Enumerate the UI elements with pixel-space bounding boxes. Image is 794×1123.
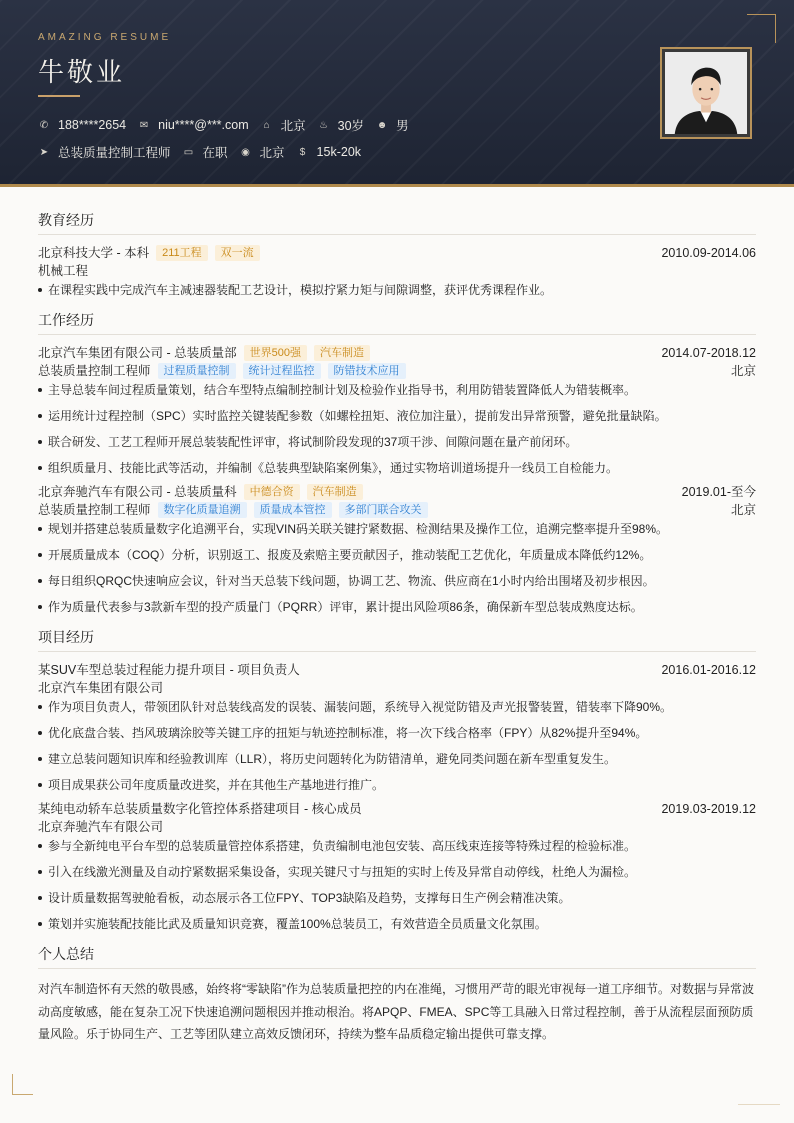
skill-tag: 过程质量控制 bbox=[158, 363, 236, 379]
education-school-group bbox=[38, 244, 260, 262]
education-bullets bbox=[38, 282, 756, 298]
header-divider bbox=[0, 184, 794, 187]
skill-tag: 多部门联合攻关 bbox=[339, 502, 428, 518]
project-item bbox=[38, 800, 756, 932]
company-group bbox=[38, 344, 370, 362]
target-position-item bbox=[38, 143, 171, 161]
company-name: 北京汽车集团有限公司 - 总装质量部 bbox=[38, 346, 237, 360]
summary-section bbox=[38, 944, 756, 1046]
list-item: 联合研发、工艺工程师开展总装装配性评审，将试制阶段发现的37项干涉、间隙问题在量产前闭环。 bbox=[38, 434, 756, 450]
project-date: 2019.03-2019.12 bbox=[661, 802, 756, 816]
age-text: 30岁 bbox=[337, 119, 365, 133]
status-icon: ▭ bbox=[183, 146, 194, 158]
work-city: 北京 bbox=[730, 503, 756, 517]
section-title-projects: 项目经历 bbox=[38, 627, 756, 652]
footer-line bbox=[738, 1104, 780, 1105]
role-group bbox=[38, 362, 406, 380]
list-item: 作为质量代表参与3款新车型的投产质量门（PQRR）评审，累计提出风险项86条，确保新车型总装成熟度达标。 bbox=[38, 599, 756, 615]
target-position-text: 总装质量控制工程师 bbox=[58, 146, 171, 160]
company-tag: 中德合资 bbox=[244, 484, 300, 500]
education-row bbox=[38, 244, 756, 262]
phone-item bbox=[38, 118, 126, 132]
job-intent-row bbox=[38, 143, 373, 161]
work-item bbox=[38, 483, 756, 615]
list-item: 引入在线激光测量及自动拧紧数据采集设备，实现关键尺寸与扭矩的实时上传及异常自动停线，杜绝人为漏检。 bbox=[38, 864, 756, 880]
project-header-row bbox=[38, 661, 756, 679]
contact-row bbox=[38, 116, 421, 134]
work-bullets bbox=[38, 382, 756, 476]
gender-item bbox=[376, 116, 409, 134]
list-item: 策划并实施装配技能比武及质量知识竞赛，覆盖100%总装员工，有效营造全员质量文化氛围。 bbox=[38, 916, 756, 932]
phone-text: 188****2654 bbox=[58, 118, 127, 132]
target-city-item bbox=[240, 143, 285, 161]
school-tag: 双一流 bbox=[215, 245, 260, 261]
list-item: 组织质量月、技能比武等活动，并编制《总装典型缺陷案例集》，通过实物培训道场提升一线员工自检能力。 bbox=[38, 460, 756, 476]
skill-tag: 防错技术应用 bbox=[328, 363, 406, 379]
skill-tag: 统计过程监控 bbox=[243, 363, 321, 379]
work-role-row bbox=[38, 362, 756, 380]
list-item: 运用统计过程控制（SPC）实时监控关键装配参数（如螺栓扭矩、液位加注量），提前发出异常预警，避免批量缺陷。 bbox=[38, 408, 756, 424]
location-icon: ◉ bbox=[241, 146, 250, 158]
education-section bbox=[38, 210, 756, 298]
status-text: 在职 bbox=[202, 146, 228, 160]
photo-frame bbox=[660, 47, 752, 139]
role-name: 总装质量控制工程师 bbox=[38, 503, 151, 517]
list-item: 建立总装问题知识库和经验教训库（LLR），将历史问题转化为防错清单，避免同类问题在新车型重复发生。 bbox=[38, 751, 756, 767]
city-text: 北京 bbox=[280, 119, 306, 133]
company-tag: 世界500强 bbox=[244, 345, 307, 361]
summary-text: 对汽车制造怀有天然的敬畏感，始终将“零缺陷”作为总装质量把控的内在准绳，习惯用严苛的眼光审视每一道工序细节。对数据与异常波动高度敏感，能在复杂工况下快速追溯问题根因并推动根治。将APQP、FMEA、SPC等工具融入日常过程控制，善于从流程层面预防质量风险。乐于协同生产、工艺等团队建立高效反馈闭环，持续为整车品质稳定输出提供可靠支撑。 bbox=[38, 982, 754, 1041]
skill-tag: 质量成本管控 bbox=[254, 502, 332, 518]
work-company-row bbox=[38, 483, 756, 501]
section-title-education: 教育经历 bbox=[38, 210, 756, 235]
list-item: 在课程实践中完成汽车主减速器装配工艺设计，模拟拧紧力矩与间隙调整，获评优秀课程作业。 bbox=[38, 282, 756, 298]
list-item: 设计质量数据驾驶舱看板，动态展示各工位FPY、TOP3缺陷及趋势，支撑每日生产例会精准决策。 bbox=[38, 890, 756, 906]
project-header-row bbox=[38, 800, 756, 818]
list-item: 项目成果获公司年度质量改进奖，并在其他生产基地进行推广。 bbox=[38, 777, 756, 793]
salary-text: 15k-20k bbox=[316, 145, 362, 159]
project-name: 某SUV车型总装过程能力提升项目 - 项目负责人 bbox=[38, 663, 300, 677]
list-item: 作为项目负责人，带领团队针对总装线高发的误装、漏装问题，系统导入视觉防错及声光报警装置，错装率下降90%。 bbox=[38, 699, 756, 715]
send-icon: ➤ bbox=[39, 146, 49, 158]
resume-header bbox=[0, 0, 794, 184]
mail-icon: ✉ bbox=[139, 119, 149, 131]
project-section bbox=[38, 627, 756, 932]
skill-tag: 数字化质量追溯 bbox=[158, 502, 247, 518]
company-tag: 汽车制造 bbox=[314, 345, 370, 361]
school-tag: 211工程 bbox=[156, 245, 208, 261]
email-item bbox=[138, 118, 249, 132]
project-item bbox=[38, 661, 756, 793]
company-name: 北京奔驰汽车有限公司 - 总装质量科 bbox=[38, 485, 237, 499]
salary-item bbox=[297, 145, 361, 159]
status-item bbox=[183, 143, 228, 161]
project-date: 2016.01-2016.12 bbox=[661, 663, 756, 677]
phone-icon: ✆ bbox=[39, 119, 49, 131]
candidate-name: 牛敬业 bbox=[38, 57, 126, 87]
work-date: 2014.07-2018.12 bbox=[661, 346, 756, 360]
project-bullets bbox=[38, 699, 756, 793]
work-city: 北京 bbox=[730, 364, 756, 378]
major-name: 机械工程 bbox=[38, 264, 89, 278]
avatar bbox=[665, 52, 747, 134]
list-item: 优化底盘合装、挡风玻璃涂胶等关键工序的扭矩与轨迹控制标准，将一次下线合格率（FPY）从82%提升至94%。 bbox=[38, 725, 756, 741]
education-date: 2010.09-2014.06 bbox=[661, 246, 756, 260]
section-title-summary: 个人总结 bbox=[38, 944, 756, 969]
email-text: niu****@***.com bbox=[158, 118, 249, 132]
corner-decoration bbox=[12, 1074, 33, 1095]
resume-body bbox=[38, 210, 756, 1058]
list-item: 参与全新纯电平台车型的总装质量管控体系搭建，负责编制电池包安装、高压线束连接等特殊过程的检验标准。 bbox=[38, 838, 756, 854]
age-item bbox=[318, 116, 364, 134]
list-item: 主导总装车间过程质量策划，结合车型特点编制控制计划及检验作业指导书，利用防错装置降低人为错装概率。 bbox=[38, 382, 756, 398]
section-title-work: 工作经历 bbox=[38, 310, 756, 335]
brand-label: AMAZING RESUME bbox=[38, 32, 172, 43]
cake-icon: ♨ bbox=[319, 119, 329, 131]
gender-icon: ☻ bbox=[376, 119, 388, 131]
company-group bbox=[38, 483, 363, 501]
work-item bbox=[38, 344, 756, 476]
project-org: 北京奔驰汽车有限公司 bbox=[38, 820, 164, 834]
city-item bbox=[261, 116, 306, 134]
work-section bbox=[38, 310, 756, 615]
work-bullets bbox=[38, 521, 756, 615]
target-city-text: 北京 bbox=[259, 146, 285, 160]
company-tag: 汽车制造 bbox=[307, 484, 363, 500]
work-company-row bbox=[38, 344, 756, 362]
list-item: 规划并搭建总装质量数字化追溯平台，实现VIN码关联关键拧紧数据、检测结果及操作工位，追溯完整率提升至98%。 bbox=[38, 521, 756, 537]
home-icon: ⌂ bbox=[263, 119, 270, 131]
list-item: 每日组织QRQC快速响应会议，针对当天总装下线问题，协调工艺、物流、供应商在1小时内给出围堵及初步根因。 bbox=[38, 573, 756, 589]
school-name: 北京科技大学 - 本科 bbox=[38, 246, 150, 260]
role-group bbox=[38, 501, 428, 519]
avatar-portrait bbox=[665, 52, 747, 134]
list-item: 开展质量成本（COQ）分析，识别返工、报废及索赔主要贡献因子，推动装配工艺优化，年质量成本降低约12%。 bbox=[38, 547, 756, 563]
name-underline bbox=[38, 95, 80, 97]
project-bullets bbox=[38, 838, 756, 932]
work-date: 2019.01-至今 bbox=[681, 485, 756, 499]
corner-decoration bbox=[747, 14, 776, 43]
project-name: 某纯电动轿车总装质量数字化管控体系搭建项目 - 核心成员 bbox=[38, 802, 362, 816]
gender-text: 男 bbox=[396, 119, 409, 133]
work-role-row bbox=[38, 501, 756, 519]
project-org: 北京汽车集团有限公司 bbox=[38, 681, 164, 695]
role-name: 总装质量控制工程师 bbox=[38, 364, 151, 378]
salary-icon: $ bbox=[299, 146, 306, 158]
